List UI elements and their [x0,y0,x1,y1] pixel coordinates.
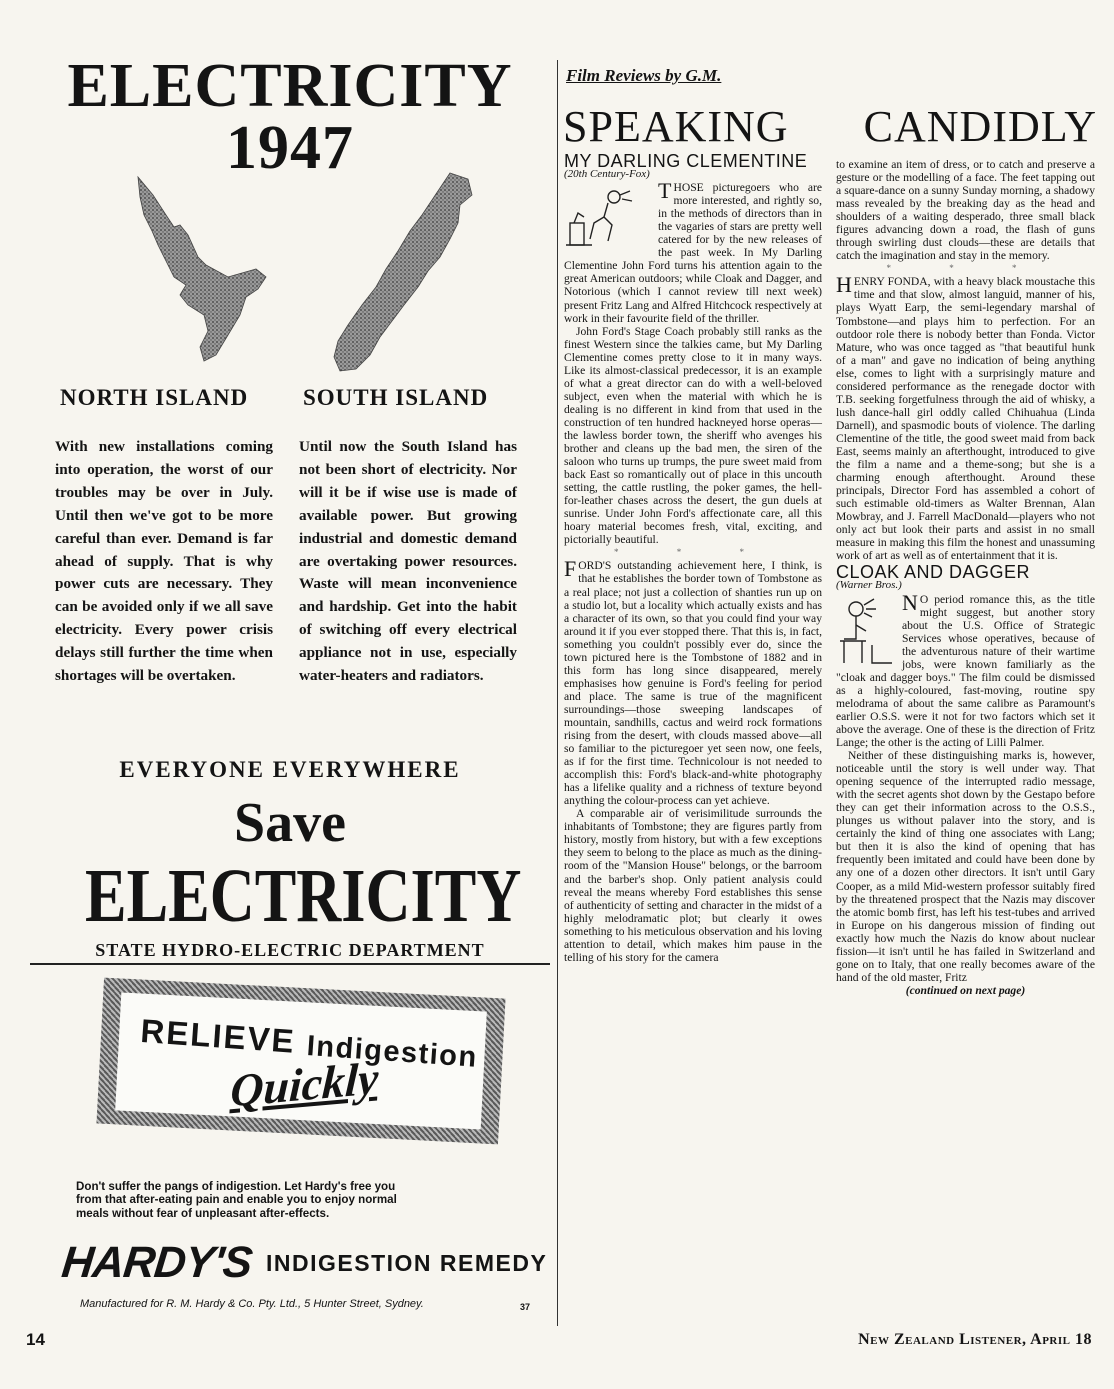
relieve-text: RELIEVE [139,1012,297,1060]
review-2-paragraph-2: Neither of these distinguishing marks is, however, noticeable until the story is well under way. That opening sequence of the interrupted radio message, with the secret agents shot down by the Gestapo before they can get their information across to the O.S.S., plunges us without palaver into the story, and is certainly the kind of thing one associates with Lang; but then it is also the kind of opening that has frequently been imitated and could have been done by any one of a dozen other directors. It isn't until Gary Cooper, as a mild Mid-western professor suitably fired by the threatened prospect that the Nazis may discover the atomic bomb first, has left his test-tubes and arrived in Europe on his dangerous mission of finding out exactly how much the Nazis do know about nuclear fission—it isn't until he has failed in Switzerland and gone on to Italy, that one really becomes aware of the hand of the old master, Fritz [836,749,1095,984]
south-island-heading: SOUTH ISLAND [303,385,489,410]
quickly-text: Quickly [229,1052,380,1117]
south-island-map [300,165,500,375]
review-2-paragraph-1: N O period romance this, as the title might suggest, but another story about the U.S. Office of Strategic Services whose operatives, because of the adventurous nature of their wartime jobs, were known familiarly as the "cloak and dagger boys." The film could be dismissed as a highly-coloured, fast-moving, routine spy melodrama of about the same calibre as Paramount's earlier O.S.S. were it not for two factors which set it above the average. One of these is the direction of Fritz Lange; the other is the acting of Lilli Palmer. [836,589,1095,750]
department-name: STATE HYDRO-ELECTRIC DEPARTMENT [95,940,485,960]
hardys-product: INDIGESTION REMEDY [266,1250,548,1276]
hardys-manufacturer: Manufactured for R. M. Hardy & Co. Pty. Ltd., 5 Hunter Street, Sydney. [80,1298,424,1310]
headline-word-2: CANDIDLY [863,102,1097,151]
indigestion-text: Indigestion [305,1030,479,1074]
south-island-text: Until now the South Island has not been short of electricity. Nor will it be if wise use is made of available power. But growing industrial and domestic demand are overtaking power resources. Waste will mean inconvenience and hardship. Get into the habit of switching off every electrical appliance not in use, especially water-heaters and radiators. [299,438,517,685]
electricity-heading: ELECTRICITY [85,854,522,938]
slogan: EVERYONE EVERYWHERE [119,757,461,782]
column-rule [557,60,558,1326]
hardys-copy: Don't suffer the pangs of indigestion. Let Hardy's free you from that after-eating pain and enable you to enjoy normal meals without fear of unpleasant after-effects. [76,1180,397,1220]
review-1-studio: (20th Century-Fox) [564,168,650,181]
title-line-2: 1947 [226,114,354,182]
continued-note: (continued on next page) [905,983,1026,997]
review-1-paragraph-3: FORD'S outstanding achievement here, I think, is that he establishes the border town of Tombstone as a real place; not just a collection of shanties run up on a studio lot, but a locality which actually exists and has a character of its own, so that you could find your way around it if you ever stopped there. That this is, in fact, something you couldn't possibly ever do, since the town pictured here is the Tombstone of 1882 and in this form has long since disappeared, merely emphasises how genuine is Ford's feeling for period and place. The same is true of the magnificent surroundings—those sweeping landscapes of mountain, sandhills, cactus and weird rock formations rising from the desert, with clouds massed above—all so familiar to the picturegoer yet seen now, one feels, as if for the first time. Technicolour is not needed to accomplish this: Ford's black-and-white photography has a lifelike quality and a richness of texture beyond anything the colour-process can yet achieve. [564,556,822,808]
north-island-text: With new installations coming into operation, the worst of our troubles may be over in July. Until then we've got to be more careful than ever. Demand is far ahead of supply. That is why power cuts are necessary. They can be avoided only if we all save electricity. Every power crisis delays still further the time when shortages will be overtaken. [55,438,273,685]
review-1-title: MY DARLING CLEMENTINE [564,151,808,171]
review-1-paragraph-1: THOSE picturegoers who are more interested, and rightly so, in the methods of directors than in the vagaries of stars are pretty well catered for by the new releases of the past week. In My Darling Clementine John Ford turns his attention again to the great American outdoors; while Cloak and Dagger, and Notorious (which I cannot review till next week) present Fritz Lang and Alfred Hitchcock respectively at work in their favourite field of the thriller. [564,178,822,325]
divider [30,963,550,965]
page-number: 14 [26,1330,45,1349]
film-critic-icon-2 [836,595,898,667]
review-column-2 [836,158,1095,997]
review-1-paragraph-2: John Ford's Stage Coach probably still ranks as the finest Western since the talkies came, but My Darling Clementine comes pretty close to it in many ways. Like its almost-classical predecessor, it is an example of what a great director can do with a well-beloved subject, even when the material with which he is dealing is no different in kind from that used in the construction of ten hundred hackneyed horse operas—the lawless border town, the sheriff who avenges his brother and cleans up the bad men, the siren of the saloon who turns up trumps, the pure sweet maid from back East so romantically out of place in this uncouth setting, the cattle rustling, the poker games, the hell-for-leather chases across the desert, the gun duels at sunrise. Under John Ford's affectionate care, all this hoary material becomes fresh, vital, exciting, and pictorially beautiful. [564,324,822,547]
section-stars-2: * * * [886,263,1045,274]
title-line-1: ELECTRICITY [67,52,513,120]
review-2-studio: (Warner Bros.) [836,579,902,592]
north-island-heading: NORTH ISLAND [60,385,249,410]
review-2-title: CLOAK AND DAGGER [836,562,1031,583]
review-column-1 [564,151,822,964]
north-island-map [108,165,308,365]
review-1-paragraph-5: to examine an item of dress, or to catch and preserve a gesture or the modelling of a face. The feet tapping out a square-dance on a sunny Sunday morning, a shadowy mass revealed by the breaking day as the head and shoulders of a waiting desperado, three small black figures advancing down a road, the flash of guns through swirling dust clouds—these are details that catch the imagination and stay in the memory. [836,158,1095,263]
ad-code: 37 [520,1302,531,1312]
review-1-paragraph-6: HENRY FONDA, with a heavy black moustache this time and that slow, almost languid, manner of his, plays Wyatt Earp, the semi-legendary marshal of Tombstone—and plays him to perfection. For an outdoor role there is nobody better than Fonda. Victor Mature, who was once tagged as "that beautiful hunk of a man" and gave no indication of being anything else, comes to light with a surprisingly mature and considered performance as the renegade doctor with T.B. seeking forgetfulness through the aid of whisky, a lush dance-hall girl oddly called Chihuahua (Linda Darnell), and spasmodic bouts of violence. The darling Clementine of the title, the good sweet maid from back East, seems mainly an afterthought, introduced to give the film a name and a theme-song; but she is a charming enough afterthought. Around these principals, Director Ford has assembled a cohort of such estimable old-timers as Walter Brennan, Alan Mowbray, and J. Farrell MacDonald—players who not only act but look their parts and assist in no small measure in making this film the honest and unassuming work of art as well as of entertainment that it is. [836,272,1095,563]
section-stars: * * * [614,547,772,558]
review-1-paragraph-4: A comparable air of verisimilitude surrounds the inhabitants of Tombstone; they are figures partly from history, mostly from history, but with a few exceptions they seem to belong to the place as much as the dining-room of the "Mansion House" belongs, or the barroom and the barber's shop. Only patient analysis could reveal the means whereby Ford establishes this sense of authenticity of setting and character in the midst of a highly melodramatic plot; but clearly it owes something to his meticulous observation and his loving attention to detail, which makes him pause in the telling of his story for the camera [564,807,822,964]
hardys-brand: HARDY'S [59,1238,254,1287]
electricity-ad-title [40,52,540,182]
film-critic-icon [564,183,654,249]
save-heading: Save [234,792,346,854]
publication-footer: New Zealand Listener, April 18 [858,1331,1092,1348]
byline: Film Reviews by G.M. [566,66,722,85]
headline-word-1: SPEAKING [563,102,789,151]
page-headline [563,101,1097,153]
